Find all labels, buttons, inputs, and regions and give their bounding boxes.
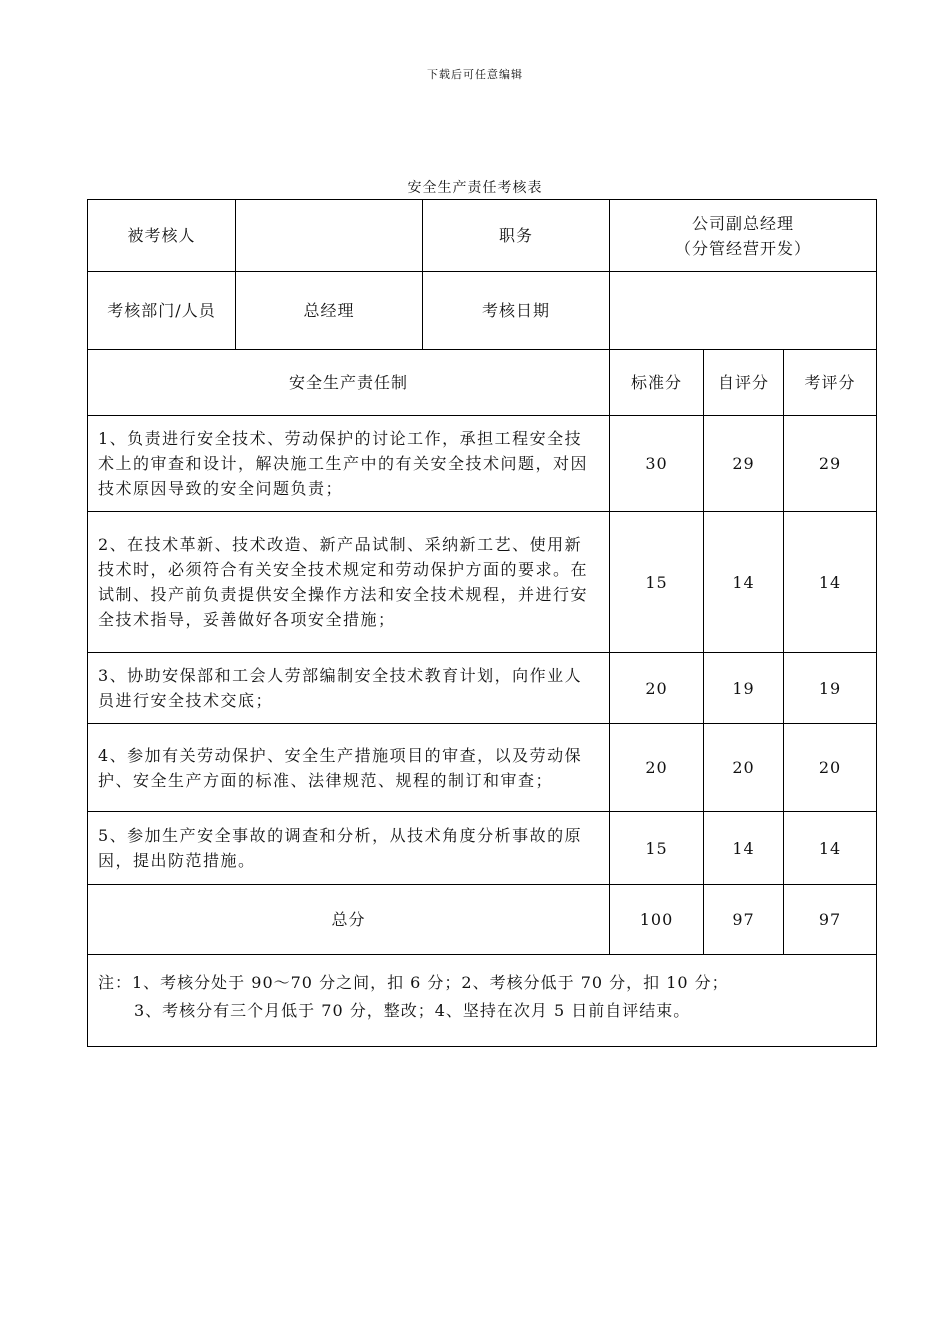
department-label: 考核部门/人员 <box>88 272 236 350</box>
note-line-2: 3、考核分有三个月低于 70 分，整改；4、坚持在次月 5 日前自评结束。 <box>134 1001 691 1020</box>
assessed-score-header: 考评分 <box>784 350 877 416</box>
self-score-header: 自评分 <box>704 350 784 416</box>
self-score: 19 <box>704 653 784 724</box>
total-standard-score: 100 <box>610 885 704 955</box>
standard-score: 30 <box>610 416 704 512</box>
responsibility-text: 4、参加有关劳动保护、安全生产措施项目的审查，以及劳动保护、安全生产方面的标准、法律规范、规程的制订和审查； <box>88 724 610 812</box>
document-title: 安全生产责任考核表 <box>407 180 543 196</box>
column-header-row <box>88 350 877 416</box>
notes-row <box>88 955 877 1047</box>
notes <box>88 955 877 1047</box>
position-label: 职务 <box>423 200 610 272</box>
self-score: 29 <box>704 416 784 512</box>
position-value <box>610 200 877 272</box>
department-value: 总经理 <box>236 272 423 350</box>
responsibility-text: 3、协助安保部和工会人劳部编制安全技术教育计划，向作业人员进行安全技术交底； <box>88 653 610 724</box>
standard-score: 20 <box>610 653 704 724</box>
assessed-score: 20 <box>784 724 877 812</box>
position-value-line1: 公司副总经理 <box>691 213 794 233</box>
examinee-label: 被考核人 <box>88 200 236 272</box>
table-row <box>88 653 877 724</box>
header-note: 下载后可任意编辑 <box>427 68 523 81</box>
responsibility-text: 1、负责进行安全技术、劳动保护的讨论工作，承担工程安全技术上的审查和设计，解决施工生产中的有关安全技术问题，对因技术原因导致的安全问题负责； <box>88 416 610 512</box>
assessment-table <box>87 199 877 1047</box>
standard-score: 15 <box>610 812 704 885</box>
table-row <box>88 724 877 812</box>
standard-score: 15 <box>610 512 704 653</box>
total-assessed-score: 97 <box>784 885 877 955</box>
responsibility-text: 2、在技术革新、技术改造、新产品试制、采纳新工艺、使用新技术时，必须符合有关安全技术规定和劳动保护方面的要求。在试制、投产前负责提供安全操作方法和安全技术规程，并进行安全技术指导，妥善做好各项安全措施； <box>88 512 610 653</box>
assessed-score: 29 <box>784 416 877 512</box>
department-row <box>88 272 877 350</box>
examinee-row <box>88 200 877 272</box>
assessed-score: 14 <box>784 812 877 885</box>
standard-score: 20 <box>610 724 704 812</box>
note-line-1: 注：1、考核分处于 90～70 分之间，扣 6 分；2、考核分低于 70 分，扣 10 分； <box>98 973 729 992</box>
self-score: 14 <box>704 812 784 885</box>
examinee-value <box>236 200 423 272</box>
total-row <box>88 885 877 955</box>
assessed-score: 14 <box>784 512 877 653</box>
self-score: 14 <box>704 512 784 653</box>
date-value <box>610 272 877 350</box>
responsibility-header: 安全生产责任制 <box>88 350 610 416</box>
responsibility-text: 5、参加生产安全事故的调查和分析，从技术角度分析事故的原因，提出防范措施。 <box>88 812 610 885</box>
total-label: 总分 <box>88 885 610 955</box>
table-row <box>88 512 877 653</box>
self-score: 20 <box>704 724 784 812</box>
total-self-score: 97 <box>704 885 784 955</box>
standard-score-header: 标准分 <box>610 350 704 416</box>
date-label: 考核日期 <box>423 272 610 350</box>
table-row <box>88 812 877 885</box>
position-value-line2: （分管经营开发） <box>674 238 811 258</box>
assessed-score: 19 <box>784 653 877 724</box>
table-row <box>88 416 877 512</box>
